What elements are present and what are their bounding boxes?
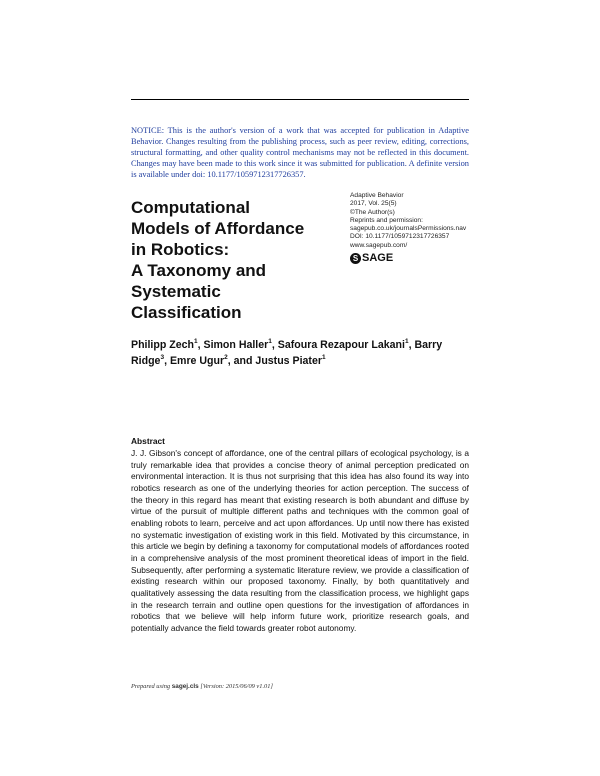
author-name: Justus Piater bbox=[255, 355, 322, 367]
publisher-url: www.sagepub.com/ bbox=[350, 241, 408, 249]
author-affiliation: 1 bbox=[404, 338, 409, 345]
title-line: Systematic bbox=[131, 282, 221, 301]
author-separator: , bbox=[271, 339, 278, 351]
author-affiliation: 1 bbox=[193, 338, 198, 345]
footer-prefix: Prepared using bbox=[131, 683, 172, 690]
abstract-heading: Abstract bbox=[131, 436, 165, 446]
author-separator: , bbox=[408, 339, 415, 351]
paper-title bbox=[131, 197, 321, 323]
copyright: ©The Author(s) bbox=[350, 208, 395, 216]
abstract-text: J. J. Gibson's concept of affordance, one of the central pillars of ecological psychology, is a truly remarkable idea that provides a concise theory of animal perception predicated on environmental interaction. It is thus not surprising that this idea has also found its way into robotics research as one of the underlying theories for action perception. The success of the theory in this regard has meant that existing research is both abundant and diffuse by virtue of the pursuit of multiple different paths and techniques with the common goal of enabling robots to learn, perceive and act upon affordances. Up until now there has existed no systematic investigation of existing work in this field. Motivated by this circumstance, in this article we begin by defining a taxonomy for computational models of affordances rooted in a comprehensive analysis of the most prominent theoretical ideas of import in the field. Subsequently, after performing a systematic literature review, we provide a classification of existing research within our proposed taxonomy. Finally, by both quantitatively and qualitatively assessing the data resulting from the classification process, we highlight gaps in the research terrain and outline open questions for the investigation of affordances in robotics that we believe will help inform future work, prioritize research goals, and potentially advance the field towards greater robot autonomy. bbox=[131, 448, 469, 633]
doi: DOI: 10.1177/1059712317726357 bbox=[350, 233, 450, 241]
author-name: Philipp Zech bbox=[131, 339, 194, 351]
header-rule bbox=[131, 99, 469, 100]
title-line: Models of Affordance bbox=[131, 219, 305, 238]
author-separator: , bbox=[197, 339, 204, 351]
author-affiliation: 1 bbox=[321, 354, 326, 361]
journal-metadata bbox=[350, 192, 480, 250]
sage-logo bbox=[350, 251, 393, 265]
author-name: Emre Ugur bbox=[169, 355, 225, 367]
footer-note bbox=[131, 683, 273, 690]
title-line: A Taxonomy and bbox=[131, 261, 267, 280]
permissions-url: sagepub.co.uk/journalsPermissions.nav bbox=[350, 225, 467, 233]
journal-volume: 2017, Vol. 25(5) bbox=[350, 200, 397, 208]
publication-notice: NOTICE: This is the author's version of a work that was accepted for publication in Adaptive Behavior. Changes resulting from the publishing process, such as peer review, editing, corrections, structural formatting, and other quality control mechanisms may not be reflected in this document. Changes may have been made to this work since it was submitted for publication. A definite version is available under doi: 10.1177/1059712317726357. bbox=[131, 126, 469, 179]
author-affiliation: 1 bbox=[268, 338, 272, 345]
title-line: Classification bbox=[131, 303, 242, 322]
title-line: in Robotics: bbox=[131, 240, 230, 259]
author-name: Safoura Rezapour Lakani bbox=[277, 339, 405, 351]
journal-name: Adaptive Behavior bbox=[350, 192, 404, 199]
author-name: Simon Haller bbox=[203, 339, 269, 351]
author-affiliation: 2 bbox=[224, 354, 228, 361]
footer-version: [Version: 2015/06/09 v1.01] bbox=[198, 683, 273, 690]
sage-logo-icon: S bbox=[350, 253, 361, 264]
author-name: Barry Ridge bbox=[131, 339, 443, 367]
title-line: Computational bbox=[131, 198, 250, 217]
footer-class-name: sagej.cls bbox=[171, 683, 199, 690]
sage-logo-text: SAGE bbox=[362, 252, 394, 264]
author-separator: , and bbox=[227, 355, 256, 367]
reprints-label: Reprints and permission: bbox=[350, 216, 423, 224]
author-list bbox=[131, 337, 471, 369]
author-separator: , bbox=[164, 355, 170, 367]
author-affiliation: 3 bbox=[160, 354, 165, 361]
